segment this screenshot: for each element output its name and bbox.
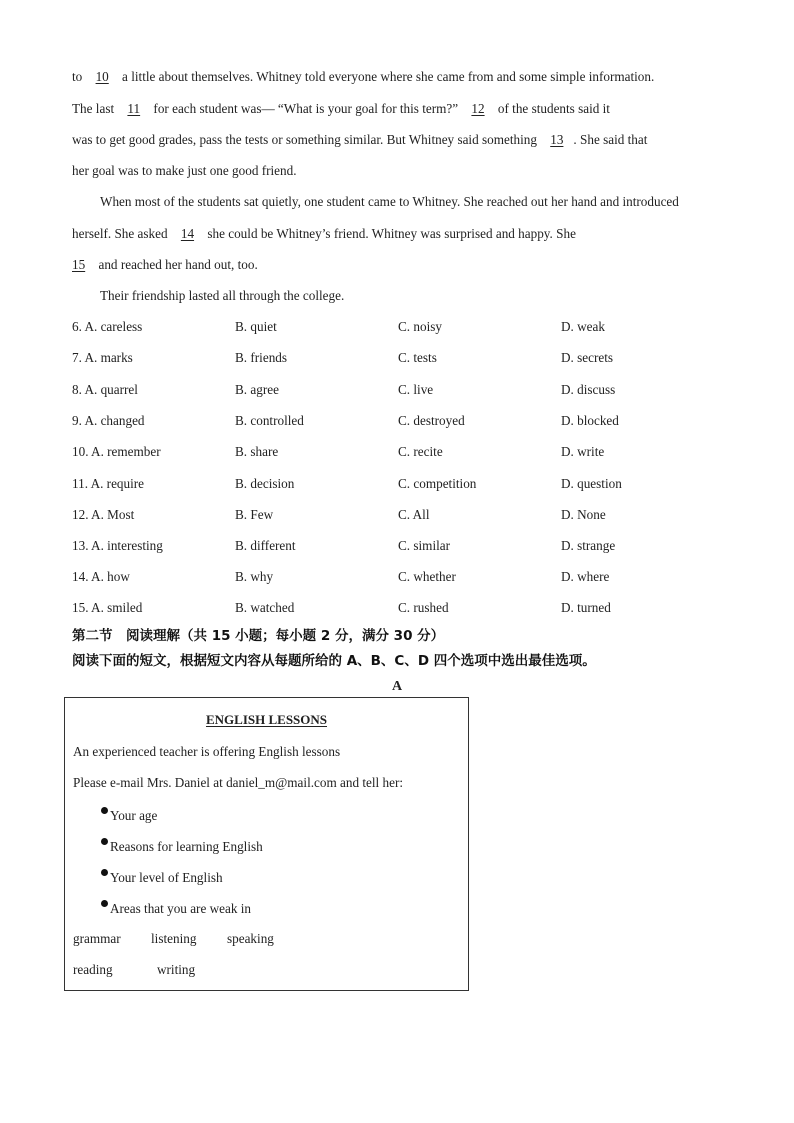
- option-d: D. discuss: [561, 382, 616, 397]
- option-b: B. watched: [235, 600, 295, 615]
- option-c: C. noisy: [398, 319, 442, 334]
- option-d: D. secrets: [561, 350, 613, 365]
- text: to: [72, 69, 86, 84]
- option-d: D. blocked: [561, 413, 619, 428]
- passage-line-8: Their friendship lasted all through the college.: [100, 288, 345, 303]
- option-d: D. None: [561, 507, 606, 522]
- text: a little about themselves. Whitney told everyone where she came from and some simple information.: [118, 69, 655, 84]
- bullet-icon: [101, 900, 108, 907]
- option-c: C. destroyed: [398, 413, 465, 428]
- ad-title: ENGLISH LESSONS: [205, 712, 328, 727]
- bullet-icon: [101, 869, 108, 876]
- option-a: 10. A. remember: [72, 444, 161, 459]
- passage-line-6: [72, 226, 576, 242]
- bullet-text: Areas that you are weak in: [110, 901, 251, 916]
- ad-box: [64, 697, 469, 991]
- option-b: B. agree: [235, 382, 279, 397]
- text: herself. She asked: [72, 226, 171, 241]
- bullet-text: Reasons for learning English: [110, 839, 263, 854]
- option-b: B. share: [235, 444, 279, 459]
- passage-line-2: [72, 101, 610, 117]
- ad-line-2: Please e-mail Mrs. Daniel at daniel_m@mail.com and tell her:: [73, 775, 404, 790]
- skill-grammar: grammar: [73, 931, 121, 946]
- option-b: B. controlled: [235, 413, 304, 428]
- skill-writing: writing: [157, 962, 196, 977]
- option-b: B. quiet: [235, 319, 277, 334]
- ad-line-1: An experienced teacher is offering English lessons: [73, 744, 341, 759]
- option-d: D. where: [561, 569, 610, 584]
- option-a: 7. A. marks: [72, 350, 133, 365]
- blank-10: 10: [95, 69, 109, 84]
- option-row: [72, 538, 732, 554]
- option-d: D. strange: [561, 538, 616, 553]
- option-row: [72, 569, 732, 585]
- option-row: [72, 319, 732, 335]
- option-row: [72, 444, 732, 460]
- passage-line-7: [72, 257, 258, 273]
- blank-11: 11: [127, 101, 141, 116]
- option-b: B. friends: [235, 350, 288, 365]
- bullet-text: Your level of English: [110, 870, 223, 885]
- bullet-icon: [101, 838, 108, 845]
- option-c: C. rushed: [398, 600, 449, 615]
- option-c: C. tests: [398, 350, 437, 365]
- bullet-item: [101, 901, 251, 917]
- option-c: C. All: [398, 507, 430, 522]
- option-row: [72, 507, 732, 523]
- option-d: D. write: [561, 444, 605, 459]
- option-a: 8. A. quarrel: [72, 382, 138, 397]
- text: . She said that: [573, 132, 648, 147]
- option-c: C. whether: [398, 569, 456, 584]
- option-a: 6. A. careless: [72, 319, 143, 334]
- text: she could be Whitney’s friend. Whitney was surprised and happy. She: [204, 226, 576, 241]
- option-c: C. recite: [398, 444, 443, 459]
- skill-reading: reading: [73, 962, 113, 977]
- passage-letter: A: [392, 679, 403, 694]
- option-c: C. competition: [398, 476, 477, 491]
- option-a: 9. A. changed: [72, 413, 145, 428]
- bullet-item: [101, 808, 157, 824]
- text: for each student was— “What is your goal for this term?”: [150, 101, 462, 116]
- option-b: B. different: [235, 538, 296, 553]
- option-row: [72, 600, 732, 616]
- option-a: 12. A. Most: [72, 507, 135, 522]
- option-d: D. question: [561, 476, 622, 491]
- option-row: [72, 476, 732, 492]
- passage-line-5: When most of the students sat quietly, one student came to Whitney. She reached out her hand and introduced: [100, 194, 679, 209]
- blank-14: 14: [180, 226, 195, 241]
- bullet-icon: [101, 807, 108, 814]
- option-a: 15. A. smiled: [72, 600, 143, 615]
- text: of the students said it: [494, 101, 610, 116]
- option-b: B. why: [235, 569, 274, 584]
- blank-13: 13: [550, 132, 564, 147]
- option-c: C. live: [398, 382, 434, 397]
- option-row: [72, 413, 732, 429]
- option-row: [72, 382, 732, 398]
- blank-15: 15: [72, 257, 86, 272]
- text: The last: [72, 101, 118, 116]
- option-row: [72, 350, 732, 366]
- skill-listening: listening: [151, 931, 197, 946]
- option-a: 13. A. interesting: [72, 538, 163, 553]
- section-heading: 第二节 阅读理解（共 15 小题；每小题 2 分，满分 30 分）: [72, 628, 445, 644]
- blank-12: 12: [471, 101, 485, 116]
- option-d: D. weak: [561, 319, 605, 334]
- option-b: B. Few: [235, 507, 274, 522]
- passage-line-4: her goal was to make just one good friend.: [72, 163, 297, 178]
- skill-speaking: speaking: [227, 931, 274, 946]
- section-instruction: 阅读下面的短文，根据短文内容从每题所给的 A、B、C、D 四个选项中选出最佳选项。: [72, 653, 596, 669]
- bullet-item: [101, 839, 263, 855]
- option-c: C. similar: [398, 538, 451, 553]
- text: and reached her hand out, too.: [95, 257, 258, 272]
- bullet-text: Your age: [110, 808, 158, 823]
- option-a: 11. A. require: [72, 476, 145, 491]
- passage-line-3: [72, 132, 647, 148]
- text: was to get good grades, pass the tests or something similar. But Whitney said something: [72, 132, 541, 147]
- option-d: D. turned: [561, 600, 611, 615]
- bullet-item: [101, 870, 223, 886]
- option-b: B. decision: [235, 476, 295, 491]
- option-a: 14. A. how: [72, 569, 130, 584]
- passage-line-1: [72, 69, 654, 85]
